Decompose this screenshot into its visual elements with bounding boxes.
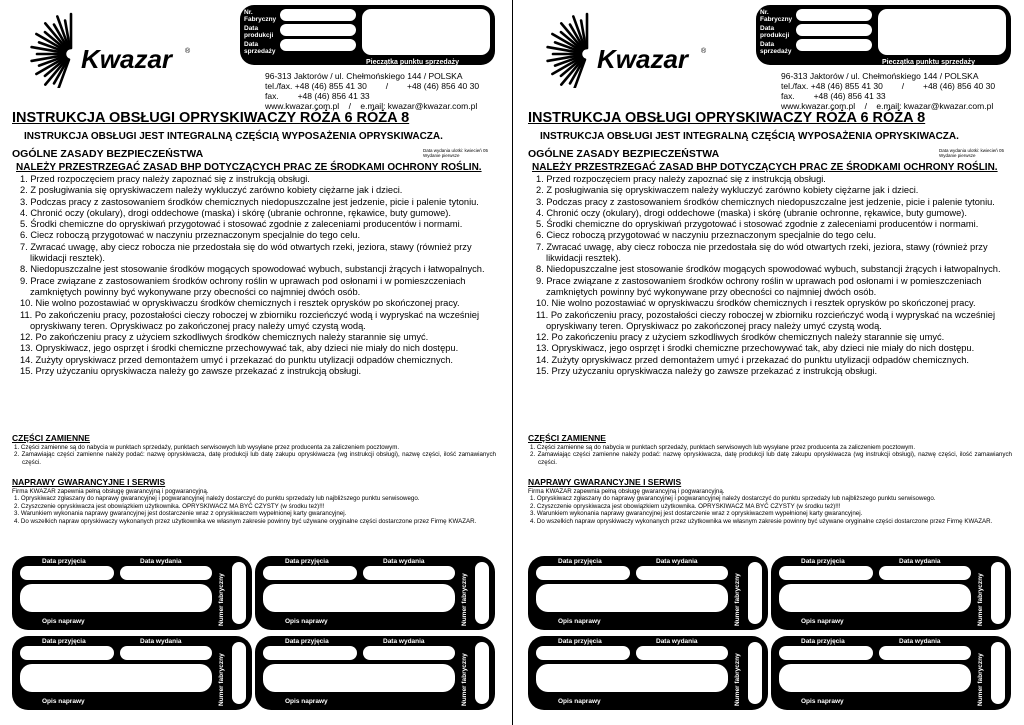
edition-info: Data wydania ulotki: kwiecień 05 Wydanie pierwsze <box>423 148 489 158</box>
warranty-list <box>12 488 496 525</box>
list-item: 3. Podczas pracy z zastosowaniem środków chemicznych niedopuszczalne jest jedzenie, picie i palenie tytoniu. <box>20 196 479 207</box>
list-item: 6. Ciecz roboczą przygotować w naczyniu przeznaczonym specjalnie do tego celu. <box>20 230 361 241</box>
serial-number-label: Numer fabryczny <box>461 573 468 626</box>
list-item: 1. Opryskiwacz zgłaszany do naprawy gwarancyjnej i pogwarancyjnej należy dostarczyć do punktu sprzedaży lub najbliższego punktu serwisowego. <box>530 495 936 503</box>
received-date-label: Data przyjęcia <box>558 638 602 645</box>
stamp-field[interactable] <box>878 9 1006 55</box>
received-date-label: Data przyjęcia <box>42 558 86 565</box>
stamp-label: Pieczątka punktu sprzedaży <box>882 59 975 66</box>
repair-description-field[interactable] <box>536 584 728 612</box>
received-date-field[interactable] <box>779 646 873 660</box>
serial-field[interactable] <box>796 9 872 21</box>
product-info-box <box>756 5 1011 65</box>
repair-description-label: Opis naprawy <box>558 618 601 625</box>
received-date-label: Data przyjęcia <box>42 638 86 645</box>
bhp-heading: NALEŻY PRZESTRZEGAĆ ZASAD BHP DOTYCZĄCYCH PRAC ZE ŚRODKAMI OCHRONY ROŚLIN. <box>16 162 482 173</box>
issued-date-label: Data wydania <box>383 638 425 645</box>
warranty-intro: Firma KWAZAR zapewnia pełną obsługę gwarancyjną i pogwarancyjną. <box>12 488 209 495</box>
issued-date-field[interactable] <box>879 646 971 660</box>
serial-number-label: Numer fabryczny <box>734 653 741 706</box>
stamp-label: Pieczątka punktu sprzedaży <box>366 59 459 66</box>
serial-number-label: Numer fabryczny <box>977 573 984 626</box>
repair-description-field[interactable] <box>20 664 212 692</box>
serial-number-field[interactable] <box>475 562 489 624</box>
issued-date-label: Data wydania <box>383 558 425 565</box>
serial-number-field[interactable] <box>475 642 489 704</box>
list-item: 1. Przed rozpoczęciem pracy należy zapoznać się z instrukcją obsługi. <box>20 174 310 184</box>
list-item: 1. Części zamienne są do nabycia w punktach sprzedaży, punktach serwisowych lub wysyłane przez producenta za zaliczeniem pocztowym. <box>14 444 400 451</box>
warranty-intro: Firma KWAZAR zapewnia pełną obsługę gwarancyjną i pogwarancyjną. <box>528 488 725 495</box>
issued-date-field[interactable] <box>879 566 971 580</box>
list-item: 2. Z posługiwania się opryskiwaczem należy wykluczyć zarówno kobiety ciężarne jak i dzieci. <box>20 185 403 196</box>
sale-date-label: Data sprzedaży <box>244 41 276 55</box>
list-item: 1. Przed rozpoczęciem pracy należy zapoznać się z instrukcją obsługi. <box>536 174 826 184</box>
repair-description-label: Opis naprawy <box>285 618 328 625</box>
serial-number-field[interactable] <box>748 562 762 624</box>
list-item: 1. Opryskiwacz zgłaszany do naprawy gwarancyjnej i pogwarancyjnej należy dostarczyć do punktu sprzedaży lub najbliższego punktu serwisowego. <box>14 495 420 503</box>
repair-description-field[interactable] <box>779 664 971 692</box>
repair-card <box>771 556 1011 630</box>
list-item: 7. Zwracać uwagę, aby ciecz robocza nie przedostała się do wód otwartych rzeki, jeziora, stawy (również przy likwidacji resztek). <box>20 241 472 264</box>
list-item: 2. Zamawiając części zamienne należy podać: nazwę opryskiwacza, datę produkcji lub datę zakupu opryskiwacza (wg instrukcji obsługi), nazwę części, ilość zamawianych części. <box>530 451 1012 466</box>
repair-card <box>12 636 252 710</box>
leaflet-right <box>523 0 1023 725</box>
list-item: 12. Po zakończeniu pracy z użyciem szkodliwych środków chemicznych należy starannie się umyć. <box>536 332 945 343</box>
list-item: 9. Prace związane z zastosowaniem środków ochrony roślin w uprawach pod osłonami i w pomieszczeniach zamkniętych powinny być wykonywane przy obecności co najmniej dwóch osób. <box>536 275 982 297</box>
registered-mark: ® <box>701 48 707 55</box>
serial-number-label: Numer fabryczny <box>977 653 984 706</box>
repair-description-label: Opis naprawy <box>558 698 601 705</box>
list-item: 4. Chronić oczy (okulary), drogi oddechowe (maska) i skórę (ubranie ochronne, rękawice, buty gumowe). <box>536 207 967 218</box>
issued-date-field[interactable] <box>363 566 455 580</box>
parts-heading: CZĘŚCI ZAMIENNE <box>528 433 606 443</box>
list-item: 5. Środki chemiczne do opryskiwań przygotować i stosować zgodnie z zaleceniami producentów i normami. <box>536 219 979 230</box>
list-item: 11. Po zakończeniu pracy, pozostałości cieczy roboczej w zbiorniku rozcieńczyć wodą i wypryskać na wcześniej opryskiwany teren. Opryskiwacz po zakończonej pracy należy umyć czystą wodą. <box>20 309 480 331</box>
received-date-field[interactable] <box>779 566 873 580</box>
serial-number-label: Numer fabryczny <box>218 573 225 626</box>
list-item: 6. Ciecz roboczą przygotować w naczyniu przeznaczonym specjalnie do tego celu. <box>536 230 877 241</box>
list-item: 3. Warunkiem wykonania naprawy gwarancyjnej jest dostarczenie wraz z opryskiwaczem wypełnionej karty gwarancyjnej. <box>14 510 347 518</box>
list-item: 13. Opryskiwacz, jego osprzęt i środki chemiczne przechowywać tak, aby dzieci nie miały do nich dostępu. <box>536 343 975 354</box>
repair-description-field[interactable] <box>263 664 455 692</box>
serial-number-label: Numer fabryczny <box>461 653 468 706</box>
received-date-field[interactable] <box>20 646 114 660</box>
issued-date-label: Data wydania <box>140 638 182 645</box>
list-item: 10. Nie wolno pozostawiać w opryskiwaczu środków chemicznych i resztek oprysków po skończonej pracy. <box>536 298 976 309</box>
list-item: 2. Z posługiwania się opryskiwaczem należy wykluczyć zarówno kobiety ciężarne jak i dzieci. <box>536 185 919 196</box>
repair-description-label: Opis naprawy <box>285 698 328 705</box>
list-item: 8. Niedopuszczalne jest stosowanie środków mogących spowodować wybuch, substancji żrących i łatwopalnych. <box>536 264 1001 275</box>
warranty-heading: NAPRAWY GWARANCYJNE I SERWIS <box>528 477 682 487</box>
list-item: 14. Zużyty opryskiwacz przed demontażem umyć i przekazać do punktu utylizacji odpadów chemicznych. <box>20 354 454 365</box>
safety-heading: OGÓLNE ZASADY BEZPIECZEŃSTWA <box>528 148 720 160</box>
bhp-heading: NALEŻY PRZESTRZEGAĆ ZASAD BHP DOTYCZĄCYCH PRAC ZE ŚRODKAMI OCHRONY ROŚLIN. <box>532 162 998 173</box>
list-item: 3. Podczas pracy z zastosowaniem środków chemicznych niedopuszczalne jest jedzenie, picie i palenie tytoniu. <box>536 196 995 207</box>
page-divider <box>512 0 513 725</box>
repair-card <box>255 556 495 630</box>
leaflet-left <box>7 0 507 725</box>
list-item: 9. Prace związane z zastosowaniem środków ochrony roślin w uprawach pod osłonami i w pomieszczeniach zamkniętych powinny być wykonywane przy obecności co najmniej dwóch osób. <box>20 275 466 297</box>
production-date-field[interactable] <box>280 24 356 36</box>
list-item: 1. Części zamienne są do nabycia w punktach sprzedaży, punktach serwisowych lub wysyłane przez producenta za zaliczeniem pocztowym. <box>530 444 916 451</box>
repair-description-field[interactable] <box>263 584 455 612</box>
serial-number-label: Numer fabryczny <box>734 573 741 626</box>
list-item: 8. Niedopuszczalne jest stosowanie środków mogących spowodować wybuch, substancji żrących i łatwopalnych. <box>20 264 485 275</box>
stamp-field[interactable] <box>362 9 490 55</box>
issued-date-field[interactable] <box>636 646 728 660</box>
received-date-field[interactable] <box>263 646 357 660</box>
issued-date-field[interactable] <box>636 566 728 580</box>
list-item: 4. Do wszelkich napraw opryskiwaczy wykonanych przez użytkownika we własnym zakresie powinny być używane oryginalne części dostarczone przez Firmę KWAZAR. <box>530 517 993 525</box>
list-item: 4. Do wszelkich napraw opryskiwaczy wykonanych przez użytkownika we własnym zakresie powinny być używane oryginalne części dostarczone przez Firmę KWAZAR. <box>14 517 477 525</box>
document-title: INSTRUKCJA OBSŁUGI OPRYSKIWACZY RÓŻA 6 RÓŻA 8 <box>12 110 410 126</box>
list-item: 2. Czyszczenie opryskiwacza jest obowiązkiem użytkownika. OPRYSKIWACZ MA BYĆ CZYSTY (w środku też)!!! <box>14 502 325 510</box>
repair-description-label: Opis naprawy <box>801 618 844 625</box>
serial-field[interactable] <box>280 9 356 21</box>
parts-list <box>12 444 496 466</box>
list-item: 14. Zużyty opryskiwacz przed demontażem umyć i przekazać do punktu utylizacji odpadów chemicznych. <box>536 354 970 365</box>
warranty-heading: NAPRAWY GWARANCYJNE I SERWIS <box>12 477 166 487</box>
repair-description-label: Opis naprawy <box>42 618 85 625</box>
list-item: 15. Przy użyczaniu opryskiwacza należy go zawsze przekazać z instrukcją obsługi. <box>20 366 362 377</box>
kwazar-logo <box>543 8 707 88</box>
parts-list <box>528 444 1012 466</box>
sunburst-icon <box>27 8 87 88</box>
list-item: 7. Zwracać uwagę, aby ciecz robocza nie przedostała się do wód otwartych rzeki, jeziora, stawy (również przy likwidacji resztek). <box>536 241 988 264</box>
document-subtitle: INSTRUKCJA OBSŁUGI JEST INTEGRALNĄ CZĘŚCIĄ WYPOSAŻENIA OPRYSKIWACZA. <box>540 131 959 142</box>
serial-number-field[interactable] <box>991 642 1005 704</box>
repair-description-label: Opis naprawy <box>801 698 844 705</box>
serial-label: Nr. Fabryczny <box>244 9 277 23</box>
serial-number-field[interactable] <box>748 642 762 704</box>
sale-date-field[interactable] <box>796 39 872 51</box>
parts-heading: CZĘŚCI ZAMIENNE <box>12 433 90 443</box>
repair-description-field[interactable] <box>20 584 212 612</box>
received-date-field[interactable] <box>536 566 630 580</box>
brand-wordmark: Kwazar <box>597 44 689 74</box>
list-item: 10. Nie wolno pozostawiać w opryskiwaczu środków chemicznych i resztek oprysków po skończonej pracy. <box>20 298 460 309</box>
list-item: 13. Opryskiwacz, jego osprzęt i środki chemiczne przechowywać tak, aby dzieci nie miały do nich dostępu. <box>20 343 459 354</box>
list-item: 15. Przy użyczaniu opryskiwacza należy go zawsze przekazać z instrukcją obsługi. <box>536 366 878 377</box>
received-date-label: Data przyjęcia <box>285 638 329 645</box>
sale-date-label: Data sprzedaży <box>760 41 792 55</box>
serial-number-label: Numer fabryczny <box>218 653 225 706</box>
registered-mark: ® <box>185 48 191 55</box>
safety-heading: OGÓLNE ZASADY BEZPIECZEŃSTWA <box>12 148 204 160</box>
serial-label: Nr. Fabryczny <box>760 9 793 23</box>
serial-number-field[interactable] <box>232 642 246 704</box>
received-date-label: Data przyjęcia <box>285 558 329 565</box>
repair-description-label: Opis naprawy <box>42 698 85 705</box>
document-subtitle: INSTRUKCJA OBSŁUGI JEST INTEGRALNĄ CZĘŚCIĄ WYPOSAŻENIA OPRYSKIWACZA. <box>24 131 443 142</box>
repair-description-field[interactable] <box>536 664 728 692</box>
production-date-label: Data produkcji <box>760 25 790 39</box>
issued-date-label: Data wydania <box>899 558 941 565</box>
issued-date-label: Data wydania <box>140 558 182 565</box>
production-date-field[interactable] <box>796 24 872 36</box>
received-date-field[interactable] <box>263 566 357 580</box>
received-date-label: Data przyjęcia <box>801 638 845 645</box>
serial-number-field[interactable] <box>991 562 1005 624</box>
issued-date-field[interactable] <box>120 646 212 660</box>
repair-description-field[interactable] <box>779 584 971 612</box>
list-item: 4. Chronić oczy (okulary), drogi oddechowe (maska) i skórę (ubranie ochronne, rękawice, buty gumowe). <box>20 207 451 218</box>
production-date-label: Data produkcji <box>244 25 274 39</box>
brand-wordmark: Kwazar <box>81 44 173 74</box>
received-date-label: Data przyjęcia <box>801 558 845 565</box>
received-date-field[interactable] <box>536 646 630 660</box>
list-item: 2. Zamawiając części zamienne należy podać: nazwę opryskiwacza, datę produkcji lub datę zakupu opryskiwacza (wg instrukcji obsługi), nazwę części, ilość zamawianych części. <box>14 451 496 466</box>
company-address: 96-313 Jaktorów / ul. Chełmońskiego 144 / POLSKA tel./fax. +48 (46) 855 41 30 / +48 (46) 856 40 30 fax. +48 (46) 856 41 33 www.kwazar.com.pl / e.mail: kwazar@kwazar.com.pl <box>265 71 480 111</box>
received-date-label: Data przyjęcia <box>558 558 602 565</box>
sunburst-icon <box>543 8 603 88</box>
edition-info: Data wydania ulotki: kwiecień 05 Wydanie pierwsze <box>939 148 1005 158</box>
issued-date-field[interactable] <box>120 566 212 580</box>
list-item: 11. Po zakończeniu pracy, pozostałości cieczy roboczej w zbiorniku rozcieńczyć wodą i wypryskać na wcześniej opryskiwany teren. Opryskiwacz po zakończonej pracy należy umyć czystą wodą. <box>536 309 996 331</box>
issued-date-field[interactable] <box>363 646 455 660</box>
sale-date-field[interactable] <box>280 39 356 51</box>
list-item: 12. Po zakończeniu pracy z użyciem szkodliwych środków chemicznych należy starannie się umyć. <box>20 332 429 343</box>
repair-card <box>528 556 768 630</box>
safety-rules-list <box>15 174 495 377</box>
repair-card <box>771 636 1011 710</box>
safety-rules-list <box>531 174 1011 377</box>
issued-date-label: Data wydania <box>656 638 698 645</box>
kwazar-logo <box>27 8 191 88</box>
serial-number-field[interactable] <box>232 562 246 624</box>
repair-card <box>255 636 495 710</box>
repair-card <box>528 636 768 710</box>
issued-date-label: Data wydania <box>899 638 941 645</box>
warranty-list <box>528 488 1012 525</box>
issued-date-label: Data wydania <box>656 558 698 565</box>
document-title: INSTRUKCJA OBSŁUGI OPRYSKIWACZY RÓŻA 6 RÓŻA 8 <box>528 110 926 126</box>
company-address: 96-313 Jaktorów / ul. Chełmońskiego 144 / POLSKA tel./fax. +48 (46) 855 41 30 / +48 (46) 856 40 30 fax. +48 (46) 856 41 33 www.kwazar.com.pl / e.mail: kwazar@kwazar.com.pl <box>781 71 996 111</box>
list-item: 3. Warunkiem wykonania naprawy gwarancyjnej jest dostarczenie wraz z opryskiwaczem wypełnionej karty gwarancyjnej. <box>530 510 863 518</box>
received-date-field[interactable] <box>20 566 114 580</box>
list-item: 2. Czyszczenie opryskiwacza jest obowiązkiem użytkownika. OPRYSKIWACZ MA BYĆ CZYSTY (w środku też)!!! <box>530 502 841 510</box>
product-info-box <box>240 5 495 65</box>
repair-card <box>12 556 252 630</box>
list-item: 5. Środki chemiczne do opryskiwań przygotować i stosować zgodnie z zaleceniami producentów i normami. <box>20 219 463 230</box>
